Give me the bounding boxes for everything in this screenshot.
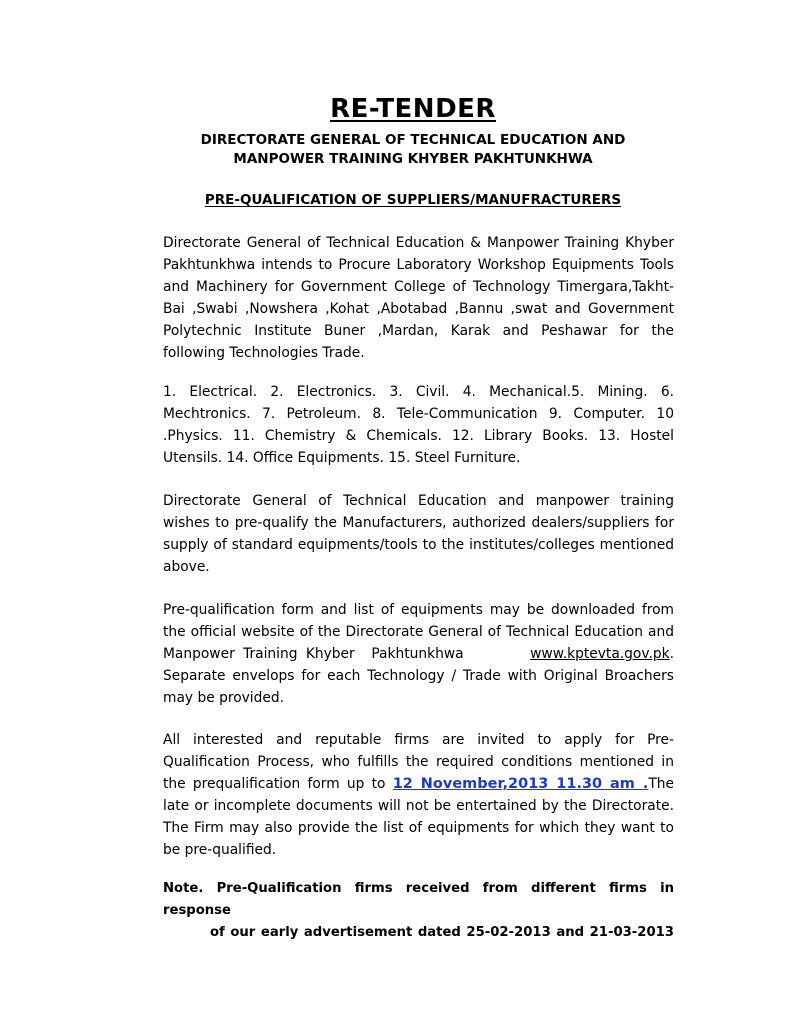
download-paragraph (163, 599, 679, 709)
section-heading: PRE-QUALIFICATION OF SUPPLIERS/MANUFRACTURERS (204, 192, 622, 208)
deadline-text-after: The late or incomplete documents will not be entertained by the Directorate. The Firm may also provide the list of equipments for which they want to be pre-qualified. (163, 776, 674, 858)
organization-line-1: DIRECTORATE GENERAL OF TECHNICAL EDUCATION AND (200, 132, 626, 148)
download-text-after-link: . Separate envelops for each Technology / Trade with Original Broachers may be provided. (163, 646, 674, 706)
organization-line-2: MANPOWER TRAINING KHYBER PAKHTUNKHWA (233, 151, 593, 167)
organization-heading (0, 131, 791, 169)
note-block (163, 878, 674, 944)
trades-list-paragraph: 1. Electrical. 2. Electronics. 3. Civil. 4. Mechanical.5. Mining. 6. Mechtronics. 7. Petroleum. 8. Tele-Communication 9. Computer. 10 .Physics. 11. Chemistry & Chemicals. 12. Library Books. 13. Hostel Utensils. 14. Office Equipments. 15. Steel Furniture. (163, 384, 674, 466)
intro-paragraph: Directorate General of Technical Education & Manpower Training Khyber Pakhtunkhwa intends to Procure Laboratory Workshop Equipments Tools and Machinery for Government College of Technology Timergara,Takht-Bai ,Swabi ,Nowshera ,Kohat ,Abotabad ,Bannu ,swat and Government Polytechnic Institute Buner ,Mardan, Karak and Peshawar for the following Technologies Trade. (163, 235, 674, 361)
note-line-2: of our early advertisement dated 25-02-2013 and 21-03-2013 (210, 925, 674, 940)
prequalify-paragraph: Directorate General of Technical Education and manpower training wishes to pre-qualify the Manufacturers, authorized dealers/suppliers for supply of standard equipments/tools to the institutes/colleges mentioned above. (163, 493, 674, 575)
website-link[interactable]: www.kptevta.gov.pk (530, 646, 670, 662)
download-text-before-link: Pre-qualification form and list of equipments may be downloaded from the official website of the Directorate General of Technical Education and Manpower Training Khyber Pakhtunkhwa (163, 602, 679, 662)
document-title: RE-TENDER (330, 94, 496, 124)
deadline-paragraph (163, 729, 674, 861)
deadline-date: 12 November,2013 11.30 am . (392, 776, 649, 792)
deadline-text-before: All interested and reputable firms are invited to apply for Pre-Qualification Process, who fulfills the required conditions mentioned in the prequalification form up to (163, 732, 674, 792)
note-line-1: Note. Pre-Qualification firms received from different firms in response (163, 881, 674, 918)
